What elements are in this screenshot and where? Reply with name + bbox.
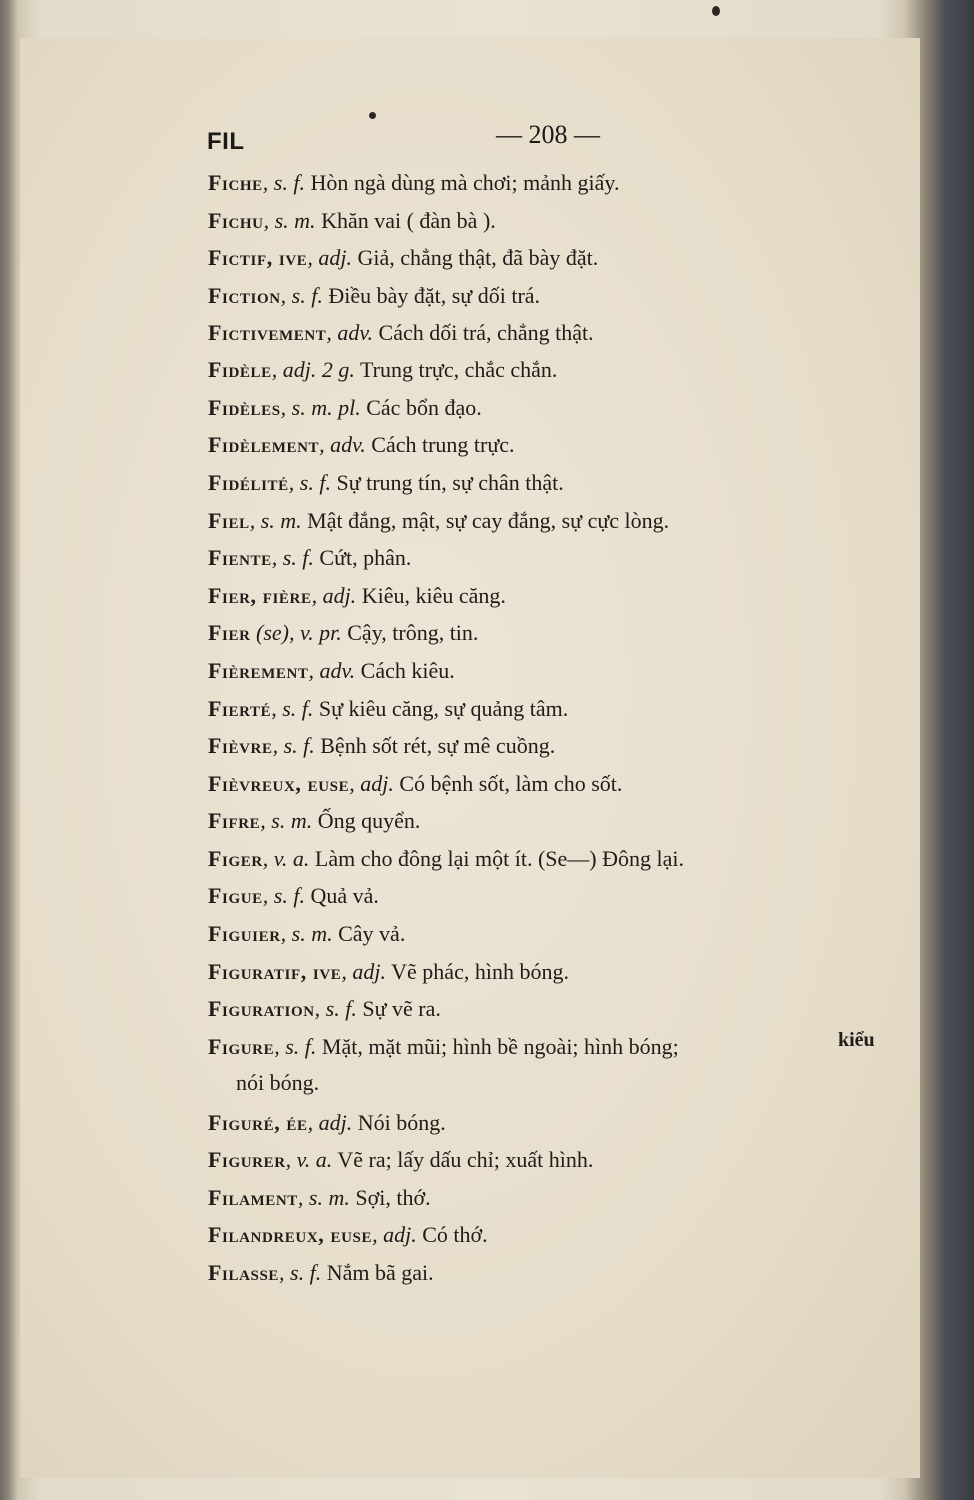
- headword: Figue: [208, 883, 263, 908]
- grammar-label: , adv.: [308, 658, 356, 683]
- definition: Sự vẽ ra.: [356, 996, 441, 1021]
- dictionary-entry: [208, 1220, 488, 1250]
- definition: Cách kiêu.: [355, 658, 455, 683]
- dictionary-entry: [208, 844, 684, 874]
- definition: Ống quyển.: [312, 808, 421, 833]
- grammar-label: , s. f.: [271, 545, 314, 570]
- ink-speck: [712, 6, 720, 16]
- headword: Fier, fière: [208, 583, 312, 608]
- grammar-label: , s. f.: [280, 283, 323, 308]
- definition: Mật đắng, mật, sự cay đắng, sự cực lòng.: [301, 508, 670, 533]
- headword: Figuré, ée: [208, 1110, 308, 1135]
- dictionary-entry: [208, 806, 420, 836]
- definition: Quả vả.: [304, 883, 379, 908]
- definition: Có thớ.: [416, 1222, 488, 1247]
- dictionary-entry: [208, 881, 379, 911]
- grammar-label: , adj.: [311, 583, 357, 608]
- dictionary-entry: [208, 506, 669, 536]
- grammar-label: , s. f.: [288, 470, 331, 495]
- running-head: FIL: [207, 128, 245, 155]
- grammar-label: , s. f.: [314, 996, 357, 1021]
- dictionary-entry: [208, 731, 555, 761]
- headword: Filasse: [208, 1260, 280, 1285]
- definition: Cách trung trực.: [365, 432, 515, 457]
- headword: Fidèles: [208, 395, 281, 420]
- dictionary-entry: [208, 1108, 446, 1138]
- grammar-label: , v. a.: [262, 846, 310, 871]
- headword: Fidèle: [208, 357, 272, 382]
- dictionary-entry: [208, 994, 441, 1024]
- dictionary-entry: [208, 168, 619, 198]
- grammar-label: , s. f.: [262, 170, 305, 195]
- dictionary-entry: [208, 1145, 593, 1175]
- headword: Filament: [208, 1185, 298, 1210]
- definition: Hòn ngà dùng mà chơi; mảnh giấy.: [304, 170, 620, 195]
- headword: Fièvre: [208, 733, 273, 758]
- definition: Kiêu, kiêu căng.: [356, 583, 506, 608]
- grammar-label: , adj. 2 g.: [271, 357, 355, 382]
- headword: Fièrement: [208, 658, 309, 683]
- headword: Figuration: [208, 996, 315, 1021]
- grammar-label: , adj.: [341, 959, 387, 984]
- dictionary-entry: [208, 318, 594, 348]
- grammar-label: , s. m.: [297, 1185, 350, 1210]
- dictionary-entry: [208, 656, 455, 686]
- definition: Cậy, trông, tin.: [341, 620, 479, 645]
- dictionary-entry: [208, 355, 557, 385]
- headword: Figer: [208, 846, 263, 871]
- definition: Khăn vai ( đàn bà ).: [315, 208, 496, 233]
- definition: Vẽ phác, hình bóng.: [386, 959, 569, 984]
- dictionary-entry: [208, 769, 622, 799]
- grammar-label: , s. m.: [249, 508, 302, 533]
- definition: Sự kiêu căng, sự quảng tâm.: [313, 696, 569, 721]
- dictionary-entry: [208, 1183, 431, 1213]
- headword: Fiente: [208, 545, 272, 570]
- headword: Fiel: [208, 508, 250, 533]
- dictionary-entry: [208, 957, 569, 987]
- definition: Làm cho đông lại một ít. (Se—) Đông lại.: [309, 846, 684, 871]
- grammar-label: , adv.: [319, 432, 366, 457]
- grammar-label: , s. f.: [274, 1034, 317, 1059]
- grammar-label: , s. m. pl.: [280, 395, 361, 420]
- headword: Figure: [208, 1034, 275, 1059]
- headword: Fier: [208, 620, 251, 645]
- dictionary-entry: [208, 581, 506, 611]
- dictionary-entry: [208, 618, 478, 648]
- grammar-label: , s. m.: [263, 208, 316, 233]
- definition: Có bệnh sốt, làm cho sốt.: [393, 771, 623, 796]
- grammar-label: , s. f.: [271, 696, 314, 721]
- grammar-label: , s. m.: [280, 921, 333, 946]
- headword: Figuratif, ive: [208, 959, 342, 984]
- definition: Nói bóng.: [352, 1110, 446, 1135]
- headword: Fidélité: [208, 470, 289, 495]
- definition: Mặt, mặt mũi; hình bề ngoài; hình bóng;: [316, 1034, 679, 1059]
- page-number: — 208 —: [496, 120, 600, 149]
- dictionary-entry: [208, 281, 540, 311]
- definition: Sự trung tín, sự chân thật.: [330, 470, 564, 495]
- headword: Fichu: [208, 208, 264, 233]
- definition: Vẽ ra; lấy dấu chỉ; xuất hình.: [332, 1147, 594, 1172]
- dictionary-entry: [208, 919, 405, 949]
- headword: Fictivement: [208, 320, 327, 345]
- headword: Fiche: [208, 170, 263, 195]
- grammar-label: , s. f.: [272, 733, 315, 758]
- definition: Giả, chẳng thật, đã bày đặt.: [352, 245, 599, 270]
- headword: Fifre: [208, 808, 261, 833]
- dictionary-entry: [208, 243, 598, 273]
- entry-continuation: nói bóng.: [236, 1070, 320, 1095]
- grammar-label: , adj.: [372, 1222, 417, 1247]
- definition: Các bổn đạo.: [360, 395, 482, 420]
- overflow-word: kiểu: [838, 1029, 875, 1051]
- definition: Cứt, phân.: [313, 545, 412, 570]
- dictionary-entry: [208, 430, 515, 460]
- definition: Trung trực, chắc chắn.: [354, 357, 558, 382]
- headword: Fiction: [208, 283, 281, 308]
- definition: Cách dối trá, chẳng thật.: [373, 320, 594, 345]
- dictionary-entry: [208, 543, 411, 573]
- grammar-label: (se), v. pr.: [250, 620, 342, 645]
- definition: Nắm bã gai.: [321, 1260, 434, 1285]
- dictionary-entry: [208, 694, 568, 724]
- dictionary-entry: [208, 1258, 434, 1288]
- grammar-label: , adj.: [349, 771, 394, 796]
- dictionary-entry: [208, 393, 482, 423]
- grammar-label: , s. m.: [260, 808, 313, 833]
- headword: Figurer: [208, 1147, 286, 1172]
- grammar-label: , adj.: [307, 1110, 353, 1135]
- dictionary-entry: [208, 468, 564, 498]
- dictionary-entry: [208, 206, 496, 236]
- headword: Fièvreux, euse: [208, 771, 350, 796]
- headword: Fictif, ive: [208, 245, 308, 270]
- definition: Bệnh sốt rét, sự mê cuồng.: [314, 733, 556, 758]
- headword: Filandreux, euse: [208, 1222, 373, 1247]
- grammar-label: , adj.: [307, 245, 353, 270]
- ink-speck: [369, 112, 376, 119]
- headword: Figuier: [208, 921, 281, 946]
- definition: Điều bày đặt, sự dối trá.: [322, 283, 541, 308]
- dictionary-entry: [208, 1032, 679, 1062]
- grammar-label: , s. f.: [279, 1260, 322, 1285]
- grammar-label: , adv.: [326, 320, 374, 345]
- definition: Sợi, thớ.: [349, 1185, 431, 1210]
- grammar-label: , v. a.: [285, 1147, 333, 1172]
- headword: Fierté: [208, 696, 272, 721]
- headword: Fidèlement: [208, 432, 320, 457]
- grammar-label: , s. f.: [262, 883, 305, 908]
- definition: Cây vả.: [332, 921, 406, 946]
